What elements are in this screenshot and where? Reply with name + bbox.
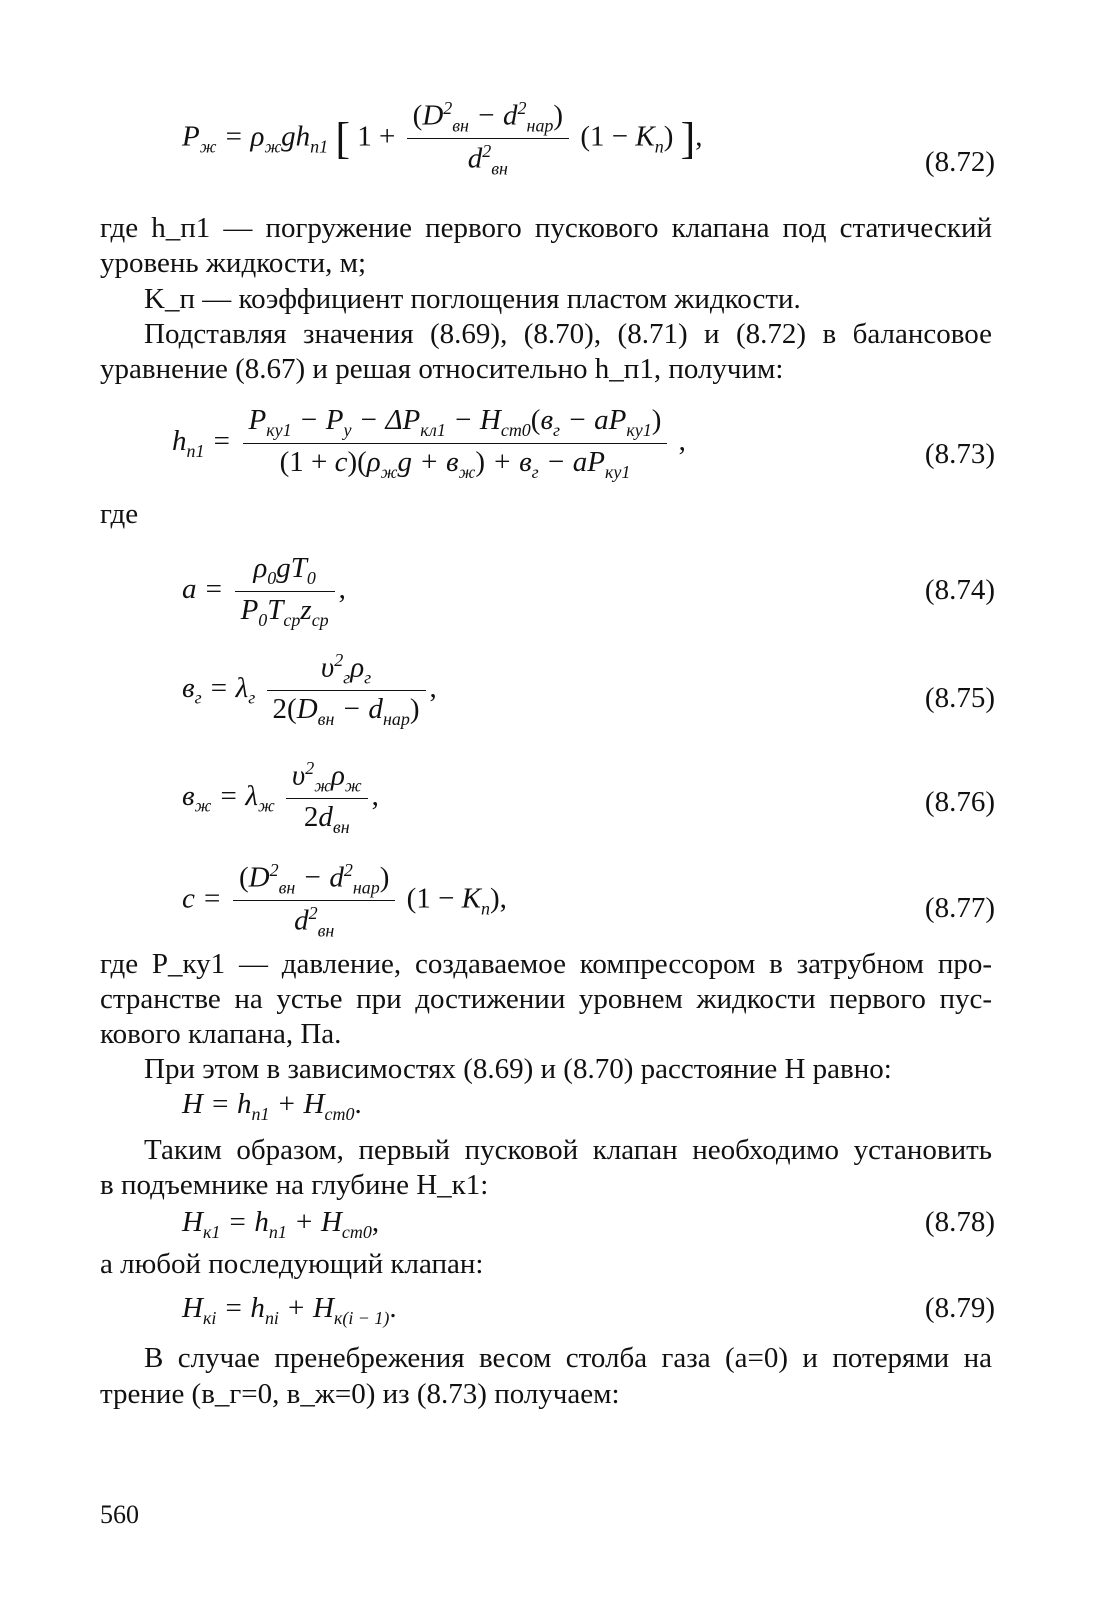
equation-number: (8.74) [924,574,995,606]
text-line: кового клапана, Па. [100,1018,342,1050]
equation-h: $H = h_{п1} + H_{ст0}$. [182,1088,362,1124]
text-line: где P_ку1 — давление, создаваемое компрессором в затрубном про- [100,948,992,980]
equation-number: (8.76) [924,786,995,818]
text-line: в подъемнике на глубине H_к1: [100,1169,489,1201]
text-line: При этом в зависимостях (8.69) и (8.70) расстояние H равно: [144,1053,892,1085]
text-line: уравнение (8.67) и решая относительно h_п1, получим: [100,353,784,385]
text-line: а любой последующий клапан: [100,1248,484,1280]
equation-number: (8.78) [924,1206,995,1238]
equation-8-79: $H_{кi} = h_{пi} + H_{к(i - 1)}$. [182,1292,397,1328]
text-line: странстве на устье при достижении уровнем жидкости первого пус- [100,983,992,1015]
equation-8-75: $в_г = \lambda_г$ $\frac{\upsilon^2_г\rho_г}{2(D_{вн} - d_{нар})}$ , [182,650,437,730]
page-number: 560 [100,1500,139,1529]
equation-8-72: $P_ж = \rho_жgh_{п1}$ [ 1 + $\frac{(D^2_{вн} - d^2_{нар})}{d^2_{вн}}$ $(1 - K_п)$ ], [182,98,703,179]
text-line: где [100,498,139,530]
equation-8-77: c = $\frac{(D^2_{вн} - d^2_{нар})}{d^2_{вн}}$ $(1 - K_п)$, [182,860,507,941]
text-line: Таким образом, первый пусковой клапан необходимо установить [144,1134,992,1166]
equation-8-78: $H_{к1} = h_{п1} + H_{ст0}$, [182,1206,380,1242]
equation-number: (8.73) [924,438,995,470]
equation-8-74: a = $\frac{\rho_0gT_0}{P_0T_{ср}z_{ср}}$ , [182,552,346,630]
text-line: где h_п1 — погружение первого пускового клапана под статический [100,212,992,244]
text-line: K_п — коэффициент поглощения пластом жидкости. [144,283,801,315]
equation-8-73: $h_{п1}$ = $\frac{P_{ку1} - P_у - \Delta P_{кл1} - H_{ст0}(в_г - aP_{ку1})}{(1 + c)(\rho_жg + в_ж) + в_г - aP_{ку1}}$ , [172,404,686,482]
text-line: уровень жидкости, м; [100,247,367,279]
equation-number: (8.72) [924,146,995,178]
text-line: Подставляя значения (8.69), (8.70), (8.71) и (8.72) в балансовое [144,318,992,350]
equation-8-76: $в_ж = \lambda_ж$ $\frac{\upsilon^2_ж\rho_ж}{2d_{вн}}$ , [182,758,379,838]
text-line: трение (в_г=0, в_ж=0) из (8.73) получаем: [100,1378,620,1410]
equation-number: (8.75) [924,682,995,714]
text-line: В случае пренебрежения весом столба газа (a=0) и потерями на [144,1342,992,1374]
equation-number: (8.77) [924,892,995,924]
equation-number: (8.79) [924,1292,995,1324]
